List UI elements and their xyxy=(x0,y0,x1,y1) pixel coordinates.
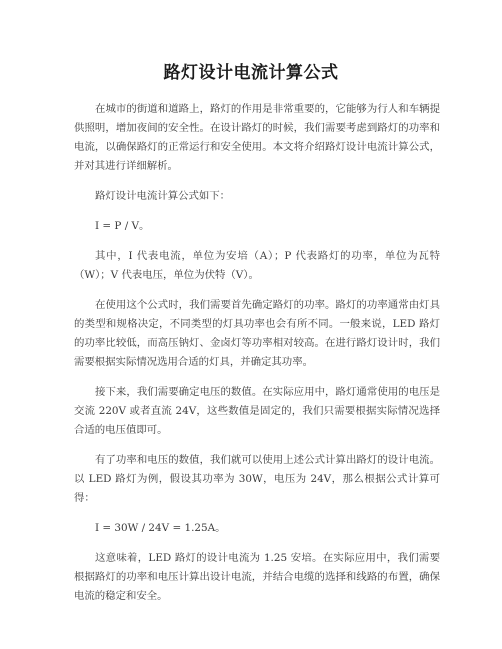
paragraph-example-lead: 有了功率和电压的数值，我们就可以使用上述公式计算出路灯的设计电流。以 LED 路灯为例，假设其功率为 30W，电压为 24V，那么根据公式计算可得： xyxy=(74,454,440,504)
paragraph-voltage: 接下来，我们需要确定电压的数值。在实际应用中，路灯通常使用的电压是交流 220V 或者直流 24V，这些数值是固定的，我们只需要根据实际情况选择合适的电压值即可。 xyxy=(74,386,440,436)
formula-line: I = P / V。 xyxy=(95,220,150,232)
document-title: 路灯设计电流计算公式 xyxy=(163,63,339,83)
paragraph-power: 在使用这个公式时，我们需要首先确定路灯的功率。路灯的功率通常由灯具的类型和规格决定，不同类型的灯具功率也会有所不同。一般来说，LED 路灯的功率比较低，而高压钠灯、金卤灯等功率相对较高。在进行路灯设计时，我们需要根据实际情况选用合适的灯具，并确定其功率。 xyxy=(74,299,440,368)
paragraph-intro: 在城市的街道和道路上，路灯的作用是非常重要的，它能够为行人和车辆提供照明，增加夜间的安全性。在设计路灯的时候，我们需要考虑到路灯的功率和电流，以确保路灯的正常运行和安全使用。本文将介绍路灯设计电流计算公式，并对其进行详细解析。 xyxy=(74,103,440,172)
paragraph-formula-lead: 路灯设计电流计算公式如下： xyxy=(95,190,231,202)
example-calculation: I = 30W / 24V = 1.25A。 xyxy=(95,522,226,534)
paragraph-variable-definitions: 其中，I 代表电流，单位为安培（A）；P 代表路灯的功率，单位为瓦特（W）；V 代表电压，单位为伏特（V）。 xyxy=(74,250,440,281)
document-body xyxy=(74,100,440,617)
paragraph-conclusion: 这意味着，LED 路灯的设计电流为 1.25 安培。在实际应用中，我们需要根据路灯的功率和电压计算出设计电流，并结合电缆的选择和线路的布置，确保电流的稳定和安全。 xyxy=(74,552,440,602)
